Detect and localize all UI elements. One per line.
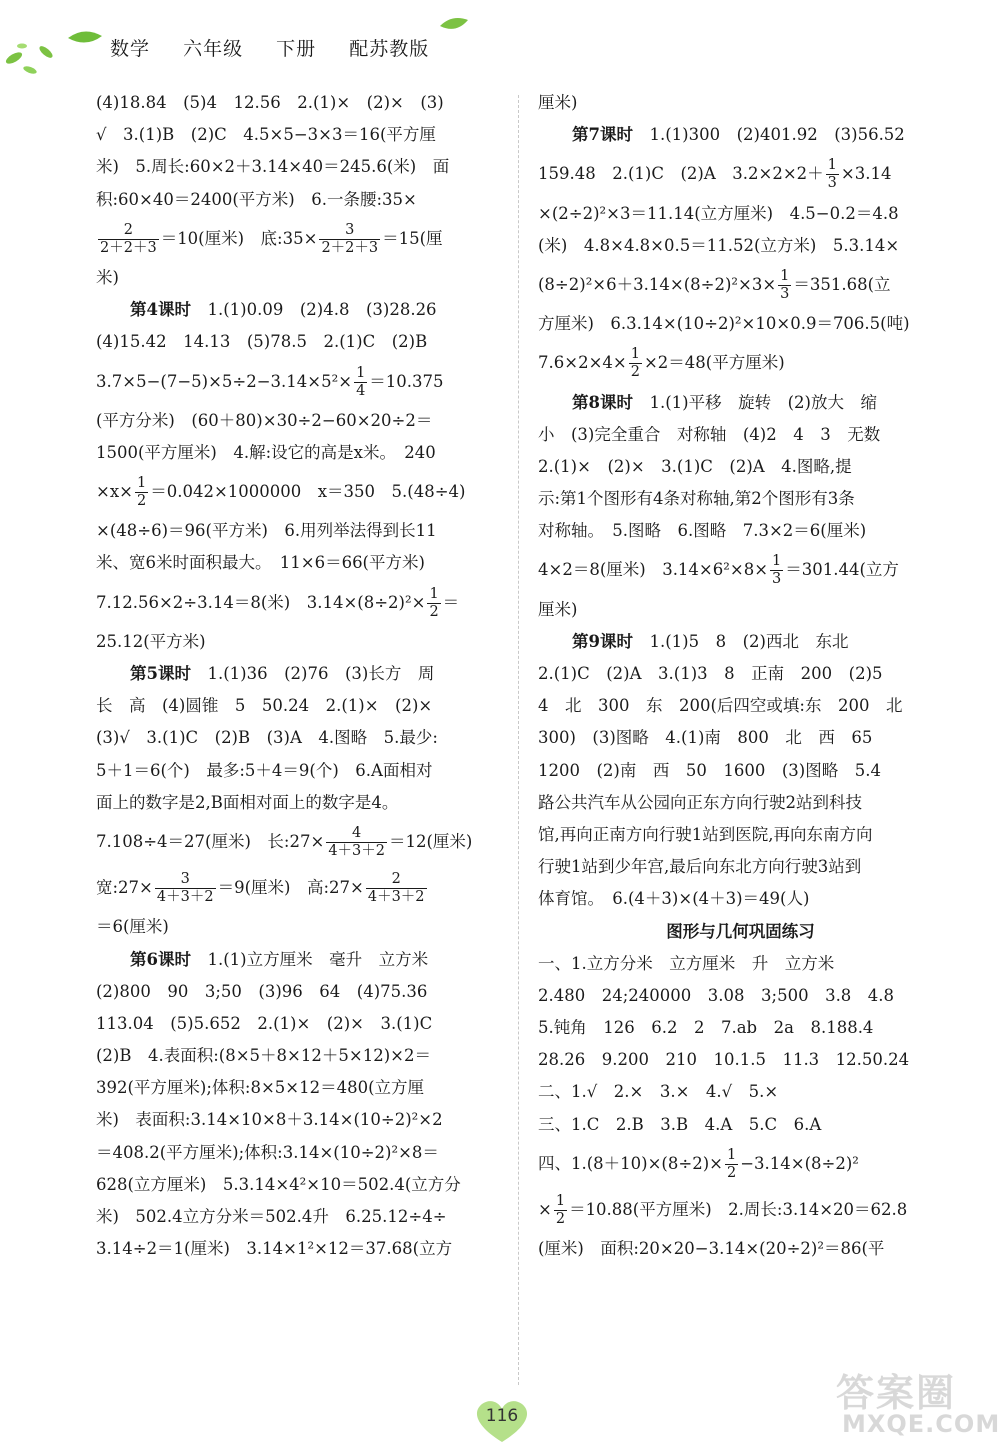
lesson-title: 第5课时 <box>130 664 191 683</box>
fraction <box>770 553 783 588</box>
line-gap <box>96 971 500 981</box>
header-title <box>110 34 455 61</box>
text-line: 面上的数字是2,B面相对面上的数字是4。 <box>96 792 399 812</box>
text-line: 对称轴。 5.图略 6.图略 7.3×2＝6(厘米) <box>538 521 867 541</box>
formula-line <box>96 364 500 400</box>
formula-text: 4×2＝8(厘米) 3.14×6²×8× <box>538 560 769 580</box>
formula-line <box>96 474 500 510</box>
line-gap <box>538 717 943 727</box>
formula-text: (8÷2)²×6＋3.14×(8÷2)²×3× <box>538 274 777 294</box>
text-line: 厘米) <box>538 599 578 619</box>
line-gap <box>538 1228 943 1238</box>
lesson-title: 第6课时 <box>130 949 191 969</box>
formula-text: ＝10.375 <box>369 371 444 391</box>
line-gap <box>96 1228 500 1238</box>
formula-text: × <box>538 1200 552 1219</box>
fraction-numerator: 1 <box>780 267 790 284</box>
formula-text: 7.6×2×4× <box>538 353 627 373</box>
formula-line <box>538 156 943 192</box>
formula-text: 3.7×5−(7−5)×5÷2−3.14×5²× <box>96 371 353 391</box>
watermark-logo <box>812 1362 1000 1444</box>
text-line: 积:60×40＝2400(平方米) 6.一条腰:35× <box>96 189 417 209</box>
line-gap <box>538 192 943 202</box>
formula-line <box>538 1192 943 1228</box>
fraction-denominator: 2 <box>136 493 147 510</box>
left-column <box>96 92 500 1260</box>
fraction-denominator: 3 <box>780 285 790 302</box>
fraction <box>826 157 839 192</box>
line-gap <box>538 446 943 456</box>
fraction-numerator: 1 <box>772 553 782 570</box>
line-gap <box>538 114 943 124</box>
text-line: 25.12(平方米) <box>96 631 206 651</box>
fraction-denominator: 2 <box>726 1164 737 1181</box>
watermark-line1: 答案圈 <box>836 1371 957 1415</box>
fraction <box>725 1147 738 1182</box>
lesson-answers: 1.(1)300 (2)401.92 (3)56.52 <box>632 125 905 145</box>
line-gap <box>96 321 500 331</box>
fraction-denominator: 2 <box>555 1211 566 1227</box>
text-line: 方厘米) 6.3.14×(10÷2)²×10×0.9＝706.5(吨) <box>538 314 910 334</box>
fraction-numerator: 1 <box>356 364 366 381</box>
text-line: 体育馆。 6.(4＋3)×(4＋3)＝49(人) <box>538 889 810 909</box>
line-gap <box>96 146 500 156</box>
line-gap <box>538 621 943 631</box>
line-gap <box>96 782 500 792</box>
text-line: ＝408.2(平方厘米);体积:3.14×(10÷2)²×8＝ <box>96 1142 439 1162</box>
formula-text: ＝10(厘米) 底:35× <box>160 228 318 248</box>
fraction-denominator: 2＋2＋3 <box>321 239 379 256</box>
line-gap <box>538 335 943 345</box>
text-line: 二、1.√ 2.× 3.× 4.√ 5.× <box>538 1082 779 1102</box>
text-line: (平方分米) (60＋80)×30÷2−60×20÷2＝ <box>96 410 433 430</box>
fraction <box>155 871 216 906</box>
line-gap <box>96 906 500 916</box>
formula-text: ＝12(厘米) <box>389 831 473 851</box>
fraction <box>98 222 159 257</box>
lesson-line <box>96 663 500 685</box>
fraction-denominator: 2 <box>429 603 439 620</box>
line-gap <box>538 303 943 313</box>
fraction <box>629 346 642 381</box>
text-line: 28.26 9.200 210 10.1.5 11.3 12.50.24 <box>538 1050 910 1070</box>
text-line: (3)√ 3.(1)C (2)B (3)A 4.图略 5.最少: <box>96 728 438 748</box>
formula-line <box>96 870 500 906</box>
formula-line <box>538 1146 943 1182</box>
text-line: 1200 (2)南 西 50 1600 (3)图略 5.4 <box>538 760 881 780</box>
line-gap <box>96 574 500 584</box>
line-gap <box>538 1182 943 1192</box>
formula-text: 7.108÷4＝27(厘米) 长:27× <box>96 831 325 851</box>
line-gap <box>538 653 943 663</box>
formula-text: ＝10.88(平方厘米) 2.周长:3.14×20＝62.8 <box>569 1200 908 1219</box>
text-line: 3.14÷2＝1(厘米) 3.14×1²×12＝37.68(立方 <box>96 1239 453 1259</box>
text-line: 113.04 (5)5.652 2.(1)× (2)× 3.(1)C <box>96 1013 433 1033</box>
text-line: (2)800 90 3;50 (3)96 64 (4)75.36 <box>96 981 428 1001</box>
line-gap <box>96 1196 500 1206</box>
line-gap <box>96 621 500 631</box>
line-gap <box>96 289 500 299</box>
formula-text: ＝ <box>442 592 460 612</box>
formula-text: ＝301.44(立方 <box>785 560 899 580</box>
fraction-numerator: 1 <box>726 1146 737 1163</box>
text-line: 300) (3)图略 4.(1)南 800 北 西 65 <box>538 728 873 748</box>
line-gap <box>96 1164 500 1174</box>
line-gap <box>538 381 943 391</box>
text-line: 米) 5.周长:60×2＋3.14×40＝245.6(米) 面 <box>96 157 450 177</box>
header-grade: 六年级 <box>183 38 244 60</box>
line-gap <box>96 653 500 663</box>
line-gap <box>96 432 500 442</box>
line-gap <box>538 782 943 792</box>
text-line: 392(平方厘米);体积:8×5×12＝480(立方厘 <box>96 1078 425 1098</box>
line-gap <box>96 814 500 824</box>
formula-line <box>538 345 943 381</box>
line-gap <box>96 211 500 221</box>
line-gap <box>96 178 500 188</box>
line-gap <box>96 114 500 124</box>
fraction-numerator: 1 <box>630 346 640 363</box>
text-line: 628(立方厘米) 5.3.14×4²×10＝502.4(立方分 <box>96 1174 461 1194</box>
text-line: (米) 4.8×4.8×0.5＝11.52(立方米) 5.3.14× <box>538 235 900 255</box>
line-gap <box>538 814 943 824</box>
fraction <box>354 365 367 400</box>
lesson-line <box>96 949 500 971</box>
line-gap <box>96 464 500 474</box>
text-line: 米、宽6米时面积最大。 11×6＝66(平方米) <box>96 553 425 573</box>
line-gap <box>96 353 500 363</box>
fraction-numerator: 1 <box>555 1193 566 1209</box>
formula-line <box>96 221 500 257</box>
formula-text: ＝15(厘 <box>382 228 443 248</box>
line-gap <box>538 1039 943 1049</box>
header-edition: 配苏教版 <box>349 38 430 60</box>
text-line: 一、1.立方分米 立方厘米 升 立方米 <box>538 953 835 973</box>
fraction-denominator: 3 <box>827 175 837 192</box>
formula-text: ×x× <box>96 482 133 502</box>
fraction-denominator: 4＋3＋2 <box>328 842 385 859</box>
formula-text: ＝9(厘米) 高:27× <box>217 878 364 898</box>
page-number: 116 <box>485 1406 519 1426</box>
lesson-answers: 1.(1)立方厘米 毫升 立方米 <box>190 949 429 969</box>
leaf-decoration-icon <box>0 40 70 80</box>
fraction-denominator: 2 <box>630 364 640 381</box>
line-gap <box>96 1003 500 1013</box>
fraction-numerator: 2 <box>98 222 159 240</box>
lesson-answers: 1.(1)平移 旋转 (2)放大 缩 <box>632 392 877 412</box>
formula-text: 四、1.(8＋10)×(8÷2)× <box>538 1153 723 1173</box>
line-gap <box>538 685 943 695</box>
lesson-line <box>538 124 943 146</box>
lesson-line <box>96 299 500 321</box>
text-line: 示:第1个图形有4条对称轴,第2个图形有3条 <box>538 489 855 509</box>
formula-text: 宽:27× <box>96 878 153 898</box>
line-gap <box>538 878 943 888</box>
line-gap <box>538 1136 943 1146</box>
formula-line <box>96 824 500 860</box>
text-line: (4)18.84 (5)4 12.56 2.(1)× (2)× (3) <box>96 93 444 112</box>
text-line: (2)B 4.表面积:(8×5＋8×12＋5×12)×2＝ <box>96 1046 431 1066</box>
lesson-title: 第9课时 <box>572 631 633 651</box>
lesson-answers: 1.(1)0.09 (2)4.8 (3)28.26 <box>190 300 437 320</box>
formula-text: −3.14×(8÷2)² <box>740 1153 859 1173</box>
formula-line <box>538 267 943 303</box>
line-gap <box>96 1131 500 1141</box>
line-gap <box>96 510 500 520</box>
line-gap <box>96 749 500 759</box>
header-subject: 数学 <box>110 38 151 60</box>
line-gap <box>538 910 943 920</box>
line-gap <box>96 717 500 727</box>
line-gap <box>538 510 943 520</box>
line-gap <box>538 588 943 598</box>
line-gap <box>96 1035 500 1045</box>
line-gap <box>538 943 943 953</box>
text-line: 厘米) <box>538 93 578 112</box>
fraction <box>554 1193 567 1228</box>
fraction-denominator: 4 <box>356 382 366 399</box>
text-line: 米) 表面积:3.14×10×8＋3.14×(10÷2)²×2 <box>96 1110 443 1130</box>
line-gap <box>538 146 943 156</box>
fraction <box>326 825 387 860</box>
fraction-numerator: 2 <box>366 871 427 889</box>
page-number-badge <box>470 1398 534 1444</box>
text-line: 2.(1)× (2)× 3.(1)C (2)A 4.图略,提 <box>538 456 852 476</box>
fraction-numerator: 1 <box>827 157 837 174</box>
text-line: (厘米) 面积:20×20−3.14×(20÷2)²＝86(平 <box>538 1239 885 1259</box>
text-line: 2.(1)C (2)A 3.(1)3 8 正南 200 (2)5 <box>538 664 883 683</box>
line-gap <box>538 749 943 759</box>
page-header <box>0 0 1000 80</box>
lesson-line <box>538 631 943 653</box>
text-line: 路公共汽车从公园向正东方向行驶2站到科技 <box>538 792 862 812</box>
fraction-numerator: 4 <box>326 825 387 843</box>
text-line: 米) 502.4立方分米＝502.4升 6.25.12÷4÷ <box>96 1207 447 1226</box>
line-gap <box>538 225 943 235</box>
line-gap <box>538 257 943 267</box>
formula-text: ×2＝48(平方厘米) <box>643 353 785 373</box>
watermark-line2: MXQE.COM <box>842 1410 1000 1438</box>
fraction-numerator: 3 <box>155 871 216 889</box>
line-gap <box>538 1103 943 1113</box>
text-line: 5＋1＝6(个) 最多:5＋4＝9(个) 6.A面相对 <box>96 760 433 780</box>
fraction-denominator: 2＋2＋3 <box>100 239 157 256</box>
text-line: √ 3.(1)B (2)C 4.5×5−3×3＝16(平方厘 <box>96 125 436 145</box>
formula-line <box>538 552 943 588</box>
fraction-numerator: 1 <box>136 475 147 492</box>
fraction <box>366 871 427 906</box>
formula-text: 159.48 2.(1)C (2)A 3.2×2×2＋ <box>538 164 824 184</box>
fraction <box>427 586 440 621</box>
line-gap <box>538 846 943 856</box>
text-line: 长 高 (4)圆锥 5 50.24 2.(1)× (2)× <box>96 696 433 716</box>
text-line: 米) <box>96 267 119 287</box>
fraction-denominator: 3 <box>772 571 782 588</box>
fraction-denominator: 4＋3＋2 <box>156 889 214 906</box>
fraction-numerator: 1 <box>429 585 439 602</box>
text-line: 2.480 24;240000 3.08 3;500 3.8 4.8 <box>538 985 895 1005</box>
line-gap <box>538 478 943 488</box>
text-line: 行驶1站到少年宫,最后向东北方向行驶3站到 <box>538 857 862 877</box>
line-gap <box>96 1099 500 1109</box>
column-divider <box>518 95 519 1385</box>
formula-line <box>96 585 500 621</box>
line-gap <box>538 542 943 552</box>
text-line: 三、1.C 2.B 3.B 4.A 5.C 6.A <box>538 1114 822 1134</box>
fraction <box>135 475 148 510</box>
line-gap <box>96 685 500 695</box>
text-line: ×(2÷2)²×3＝11.14(立方厘米) 4.5−0.2＝4.8 <box>538 203 899 223</box>
lesson-answers: 1.(1)36 (2)76 (3)长方 周 <box>190 664 435 683</box>
text-line: 4 北 300 东 200(后四空或填:东 200 北 <box>538 696 903 716</box>
section-title: 图形与几何巩固练习 <box>666 921 815 941</box>
fraction <box>319 222 380 257</box>
leaf-icon <box>66 26 106 50</box>
fraction <box>778 268 791 303</box>
text-line: 馆,再向正南方向行驶1站到医院,再向东南方向 <box>538 824 873 844</box>
line-gap <box>96 938 500 948</box>
text-line: ＝6(厘米) <box>96 917 169 937</box>
line-gap <box>96 860 500 870</box>
right-column <box>538 92 943 1260</box>
line-gap <box>538 1071 943 1081</box>
header-volume: 下册 <box>276 38 317 60</box>
formula-text: ＝351.68(立 <box>793 274 891 294</box>
text-line: 小 (3)完全重合 对称轴 (4)2 4 3 无数 <box>538 424 881 444</box>
lesson-answers: 1.(1)5 8 (2)西北 东北 <box>632 631 849 651</box>
leaf-icon-right <box>438 12 470 36</box>
fraction-numerator: 3 <box>319 222 380 240</box>
text-line: 5.钝角 126 6.2 2 7.ab 2a 8.188.4 <box>538 1018 874 1038</box>
line-gap <box>538 414 943 424</box>
lesson-title: 第7课时 <box>572 125 633 145</box>
lesson-title: 第8课时 <box>572 392 633 412</box>
line-gap <box>96 257 500 267</box>
line-gap <box>538 1007 943 1017</box>
text-line: ×(48÷6)＝96(平方米) 6.用列举法得到长11 <box>96 521 437 541</box>
line-gap <box>96 542 500 552</box>
line-gap <box>96 400 500 410</box>
text-line: (4)15.42 14.13 (5)78.5 2.(1)C (2)B <box>96 332 428 352</box>
formula-text: 7.12.56×2÷3.14＝8(米) 3.14×(8÷2)²× <box>96 592 426 612</box>
line-gap <box>96 1067 500 1077</box>
lesson-line <box>538 392 943 414</box>
lesson-title: 第4课时 <box>130 300 191 320</box>
formula-text: ×3.14 <box>840 164 892 184</box>
line-gap <box>538 975 943 985</box>
text-line: 1500(平方厘米) 4.解:设它的高是x米。 240 <box>96 442 436 462</box>
formula-text: ＝0.042×1000000 x＝350 5.(48÷4) <box>150 482 466 502</box>
fraction-denominator: 4＋3＋2 <box>367 889 425 906</box>
